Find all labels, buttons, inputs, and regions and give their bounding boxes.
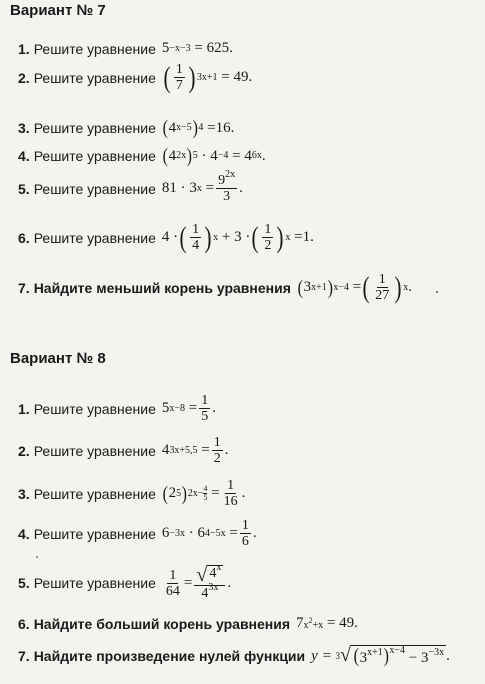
task-number: 3. [18, 120, 30, 136]
task-text: Решите уравнение [33, 69, 156, 86]
equation: $\frac{1}{64}$ = √ 4$^x$ $4^{3x}$ . [165, 562, 232, 601]
equation: ( 4 x−5 ) 4 =16. [162, 117, 235, 139]
v7-task-1 [18, 40, 233, 57]
task-number: 7. [18, 279, 30, 296]
task-number: 3. [18, 485, 30, 502]
equation: y = 3 √ $(3^{x+1})^{x-4} - 3^{-3x}$ . [311, 644, 450, 667]
v8-task-5 [18, 562, 232, 601]
task-number: 4. [18, 525, 30, 542]
equation: ( $\frac{1}{7}$ ) 3x+1 = 49. [163, 60, 253, 94]
v7-task-3 [18, 118, 234, 138]
v7-task-7 [18, 272, 412, 303]
task-text: Решите уравнение [33, 575, 156, 591]
task-text: Решите уравнение [33, 525, 156, 542]
variant-7-title: Вариант № 7 [10, 2, 106, 19]
task-number: 4. [18, 148, 30, 164]
task-text: Решите уравнение [33, 120, 156, 136]
v7-task-4 [18, 146, 266, 166]
task-text: Решите уравнение [33, 229, 156, 246]
v8-task-7 [18, 645, 450, 667]
v7-task-5 [18, 169, 243, 204]
equation: 4 3x+5,5 = $\frac{1}{2}$ . [161, 435, 229, 466]
v8-task-1 [18, 393, 216, 424]
equation: 7 $x^2+x$ = 49. [296, 615, 358, 631]
variant-8-title: Вариант № 8 [10, 350, 106, 367]
equation: 6 −3x · 6 4−5x = $\frac{1}{6}$ . [161, 518, 257, 549]
speck [36, 556, 38, 558]
equation: 81 · 3 x = $\frac{9^{2x}}{3}$ . [161, 169, 243, 204]
v8-task-3 [18, 478, 245, 509]
task-text: Найдите меньший корень уравнения [33, 279, 291, 296]
v8-task-4 [18, 518, 257, 549]
task-number: 5. [18, 575, 30, 591]
task-number: 1. [18, 40, 30, 57]
equation: 4 · ( $\frac{1}{4}$ ) x + 3 · ( $\frac{1}{2}$ ) x =1. [161, 220, 314, 254]
task-text: Решите уравнение [33, 485, 156, 502]
task-text: Найдите больший корень уравнения [33, 615, 291, 632]
equation: 5 −x−3 = 625. [161, 40, 233, 56]
task-text: Найдите произведение нулей функции [33, 648, 306, 664]
task-text: Решите уравнение [33, 400, 156, 417]
equation: ( 4 2x ) 5 · 4 −4 = 4 6x . [162, 145, 266, 167]
task-number: 5. [18, 180, 30, 197]
task-number: 6. [18, 229, 30, 246]
task-text: Решите уравнение [33, 40, 156, 57]
speck [436, 291, 438, 293]
task-text: Решите уравнение [33, 180, 156, 197]
v8-task-2 [18, 435, 229, 466]
v7-task-2 [18, 62, 252, 93]
equation: 5 x−8 = $\frac{1}{5}$ . [161, 393, 216, 424]
task-number: 6. [18, 615, 30, 632]
task-number: 7. [18, 648, 30, 664]
task-number: 2. [18, 69, 30, 86]
task-text: Решите уравнение [33, 442, 156, 459]
equation: ( 2 5 ) 2x− $\frac{4}{5}$ = $\frac{1}{16}$ . [162, 478, 246, 509]
v7-task-6 [18, 222, 314, 253]
task-number: 1. [18, 400, 30, 417]
task-number: 2. [18, 442, 30, 459]
v8-task-6 [18, 615, 358, 632]
equation: ( 3 x+1 ) x−4 = ( $\frac{1}{27}$ ) x . [297, 270, 412, 304]
task-text: Решите уравнение [33, 148, 156, 164]
